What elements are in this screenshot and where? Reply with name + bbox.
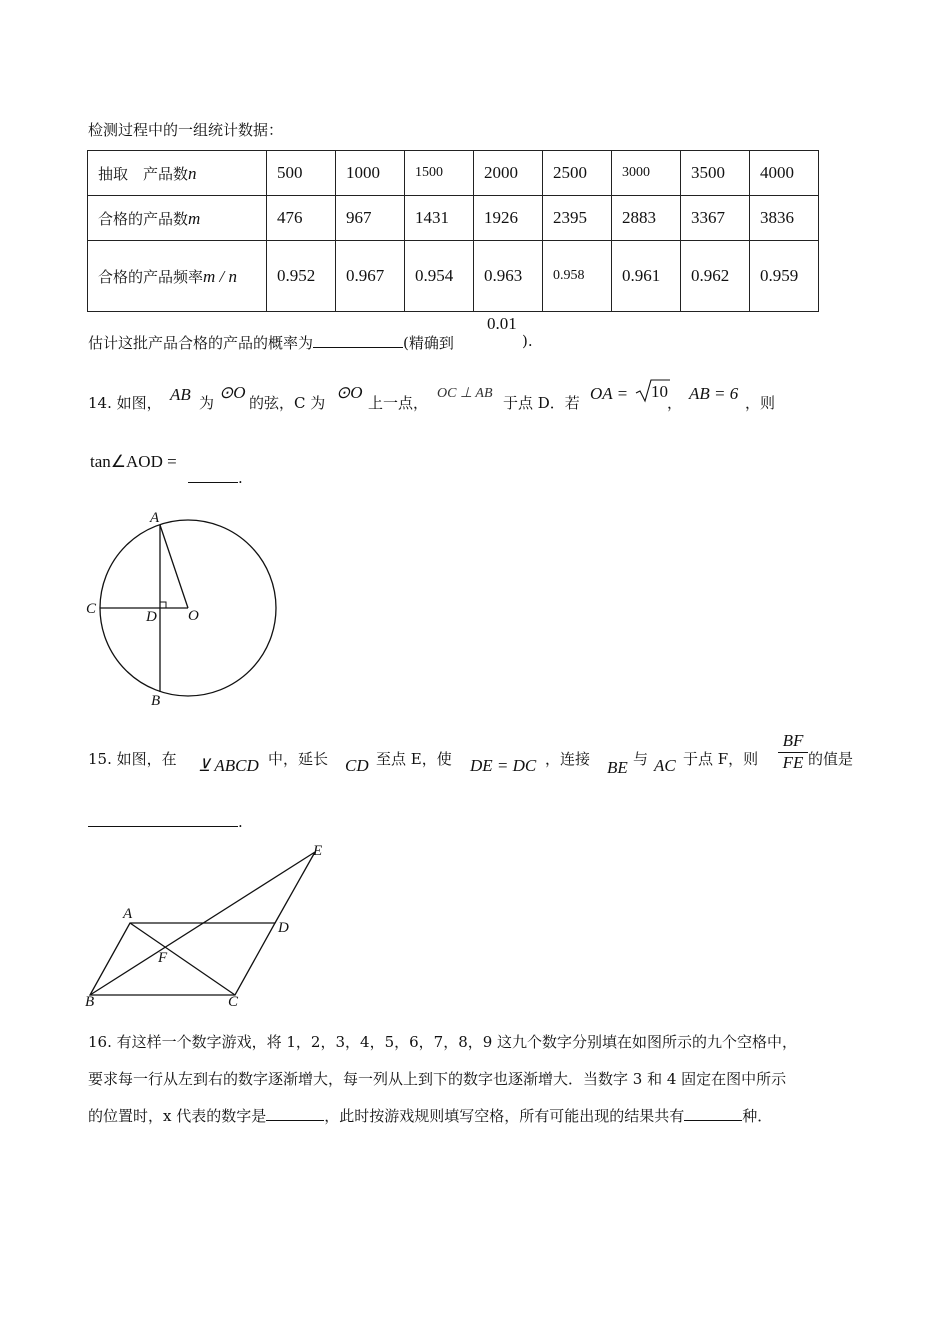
q16-text-b: ，此时按游戏规则填写空格，所有可能出现的结果共有 <box>324 1107 685 1125</box>
q14-text5: ，则 <box>745 394 776 412</box>
label-a: A <box>150 510 160 526</box>
cell-f-4: 0.958 <box>543 241 612 312</box>
answer-blank-x[interactable] <box>266 1120 324 1121</box>
table-row <box>88 151 819 196</box>
precision-value: 0.01 <box>487 314 517 333</box>
q14-circle-o2: ⊙O <box>336 383 363 402</box>
cell-n-1: 1000 <box>336 151 405 196</box>
row-label-m <box>88 196 267 241</box>
cell-m-7: 3836 <box>750 196 819 241</box>
cell-f-2: 0.954 <box>405 241 474 312</box>
label-text: 抽取 产品数 <box>98 164 189 183</box>
q14-oa: OA = <box>590 384 629 403</box>
q15-cd: CD <box>345 756 369 775</box>
q14-ab: AB <box>170 385 191 404</box>
cell-m-3: 1926 <box>474 196 543 241</box>
q14-text3: 上一点， <box>368 394 429 412</box>
cell-f-1: 0.967 <box>336 241 405 312</box>
q15-number: 15. 如图，在 <box>88 750 177 768</box>
table-row <box>88 241 819 312</box>
q14-perp: OC ⊥ AB <box>437 386 493 401</box>
q14-circle-o: ⊙O <box>219 383 246 402</box>
label-d: D <box>278 920 289 936</box>
label-f: F <box>158 950 168 966</box>
cell-n-3: 2000 <box>474 151 543 196</box>
var-mn: m / n <box>203 266 238 286</box>
q13-text: 估计这批产品合格的产品的概率为 <box>88 334 314 352</box>
q16-line2: 要求每一行从左到右的数字逐渐增大，每一列从上到下的数字也逐渐增大．当数字 3 和 4 固定在图中所示 <box>88 1070 787 1088</box>
cell-f-0: 0.952 <box>267 241 336 312</box>
q14-text1: 为 <box>199 394 215 412</box>
answer-blank-count[interactable] <box>684 1120 742 1121</box>
cell-m-6: 3367 <box>681 196 750 241</box>
right-angle-mark <box>160 602 166 608</box>
answer-blank[interactable] <box>313 347 403 348</box>
q16-line3 <box>88 1105 772 1126</box>
frac-numerator: BF <box>782 731 804 750</box>
fraction-bf-fe <box>778 731 808 773</box>
q15-text6: 的值是 <box>808 750 854 768</box>
table-row <box>88 196 819 241</box>
q14-comma: ， <box>667 394 683 412</box>
q14-sqrt-value: 10 <box>651 382 668 401</box>
cell-n-5: 3000 <box>612 151 681 196</box>
label-text: 合格的产品数 <box>98 209 189 228</box>
q13-answer-line <box>88 332 454 353</box>
q15-eq: DE = DC <box>470 756 537 775</box>
cell-f-7: 0.959 <box>750 241 819 312</box>
cell-m-4: 2395 <box>543 196 612 241</box>
label-c: C <box>228 994 239 1010</box>
row-label-freq <box>88 241 267 312</box>
cell-m-1: 967 <box>336 196 405 241</box>
label-c: C <box>86 601 97 617</box>
q15-text2: 至点 E，使 <box>376 750 452 768</box>
cell-n-0: 500 <box>267 151 336 196</box>
q16-text-a: 的位置时，x 代表的数字是 <box>88 1107 267 1125</box>
cell-n-2: 1500 <box>405 151 474 196</box>
q16-text-c: 种． <box>742 1107 773 1125</box>
frac-denominator: FE <box>778 752 808 773</box>
cell-m-2: 1431 <box>405 196 474 241</box>
cell-f-6: 0.962 <box>681 241 750 312</box>
q15-text3: ，连接 <box>545 750 591 768</box>
q14-ab6: AB = 6 <box>689 384 739 403</box>
label-o: O <box>188 608 199 624</box>
cell-m-5: 2883 <box>612 196 681 241</box>
intro-text: 检测过程中的一组统计数据： <box>88 121 284 139</box>
label-d: D <box>146 609 157 625</box>
circle-figure <box>80 505 300 715</box>
answer-blank[interactable] <box>188 466 238 483</box>
q15-parallelogram: ⊻ ABCD <box>198 756 259 775</box>
answer-blank[interactable] <box>88 810 238 827</box>
parallelogram-figure <box>80 838 340 1013</box>
q13-paren-open: (精确到 <box>403 334 454 352</box>
label-b: B <box>151 693 161 709</box>
q14-number: 14. 如图， <box>88 394 162 412</box>
cell-n-6: 3500 <box>681 151 750 196</box>
label-e: E <box>313 843 323 859</box>
q13-paren-close: ). <box>522 332 533 350</box>
label-text: 合格的产品频率 <box>98 267 204 286</box>
cell-n-4: 2500 <box>543 151 612 196</box>
q16-line1: 16. 有这样一个数字游戏，将 1，2，3，4，5，6，7，8，9 这九个数字分别填在如图所示的九个空格中， <box>88 1033 798 1051</box>
segment-de <box>275 852 315 923</box>
q15-ac: AC <box>654 756 676 775</box>
label-b: B <box>85 994 95 1010</box>
q14-blank-line <box>188 466 243 487</box>
q15-be: BE <box>607 758 628 777</box>
q14-text2: 的弦，C 为 <box>249 394 326 412</box>
q15-text4: 与 <box>633 750 649 768</box>
cell-m-0: 476 <box>267 196 336 241</box>
cell-f-3: 0.963 <box>474 241 543 312</box>
var-n: n <box>188 163 197 183</box>
var-m: m <box>188 208 201 228</box>
row-label-n <box>88 151 267 196</box>
q14-text4: 于点 D．若 <box>503 394 580 412</box>
q14-period: . <box>238 469 243 487</box>
q15-text5: 于点 F，则 <box>683 750 759 768</box>
label-a: A <box>123 906 133 922</box>
q14-tan: tan∠AOD = <box>90 452 177 471</box>
cell-f-5: 0.961 <box>612 241 681 312</box>
q15-text1: 中，延长 <box>268 750 329 768</box>
q15-period: . <box>238 813 243 831</box>
segment-ao <box>160 525 188 608</box>
cell-n-7: 4000 <box>750 151 819 196</box>
q15-blank-line <box>88 810 243 831</box>
statistics-table <box>87 150 819 312</box>
